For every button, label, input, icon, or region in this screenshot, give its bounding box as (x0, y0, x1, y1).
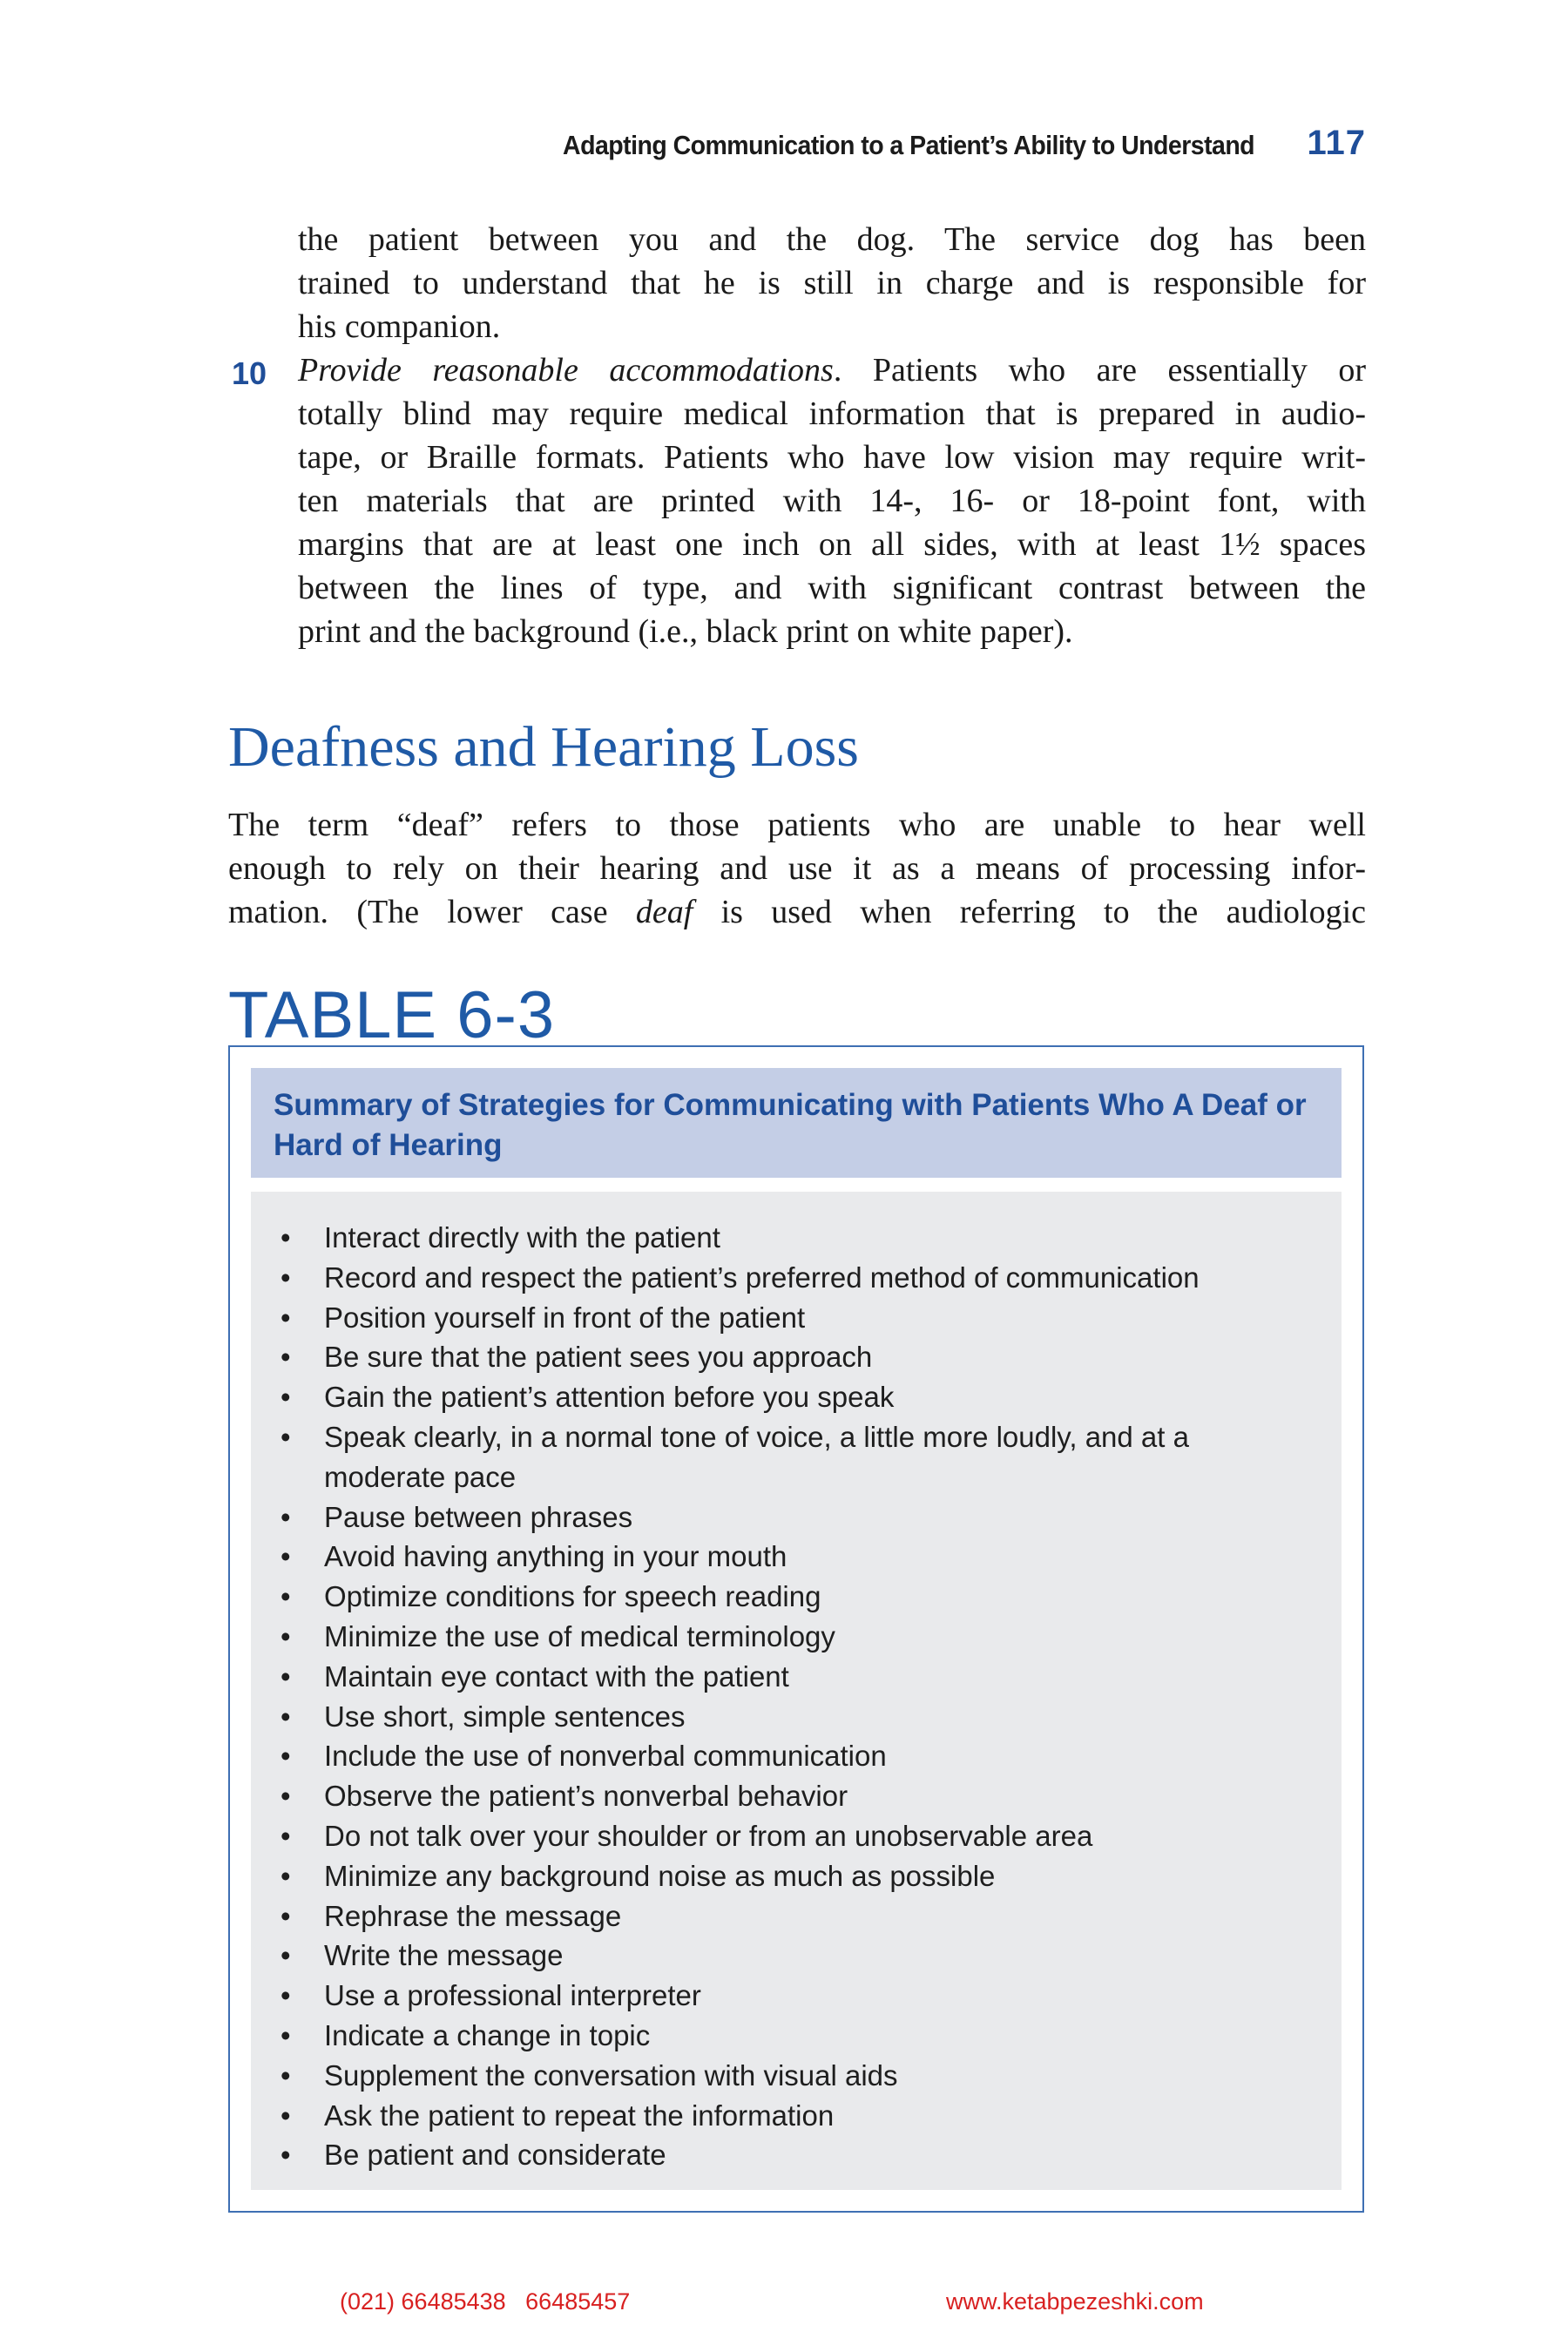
paragraph-line: his companion. (298, 308, 501, 345)
list-item-text: Ask the patient to repeat the information (324, 2099, 835, 2132)
table-label: TABLE 6-3 (228, 978, 556, 1052)
bullet-icon: • (280, 1700, 291, 1733)
list-item (270, 1776, 1342, 1816)
list-item (270, 2016, 1342, 2056)
bullet-icon: • (280, 1939, 291, 1972)
list-item-text: Supplement the conversation with visual aids (324, 2058, 898, 2092)
footer-website-link[interactable]: www.ketabpezeshki.com (946, 2288, 1204, 2315)
bullet-icon: • (280, 1740, 291, 1773)
list-item (270, 1537, 1342, 1577)
bullet-icon: • (280, 1540, 291, 1573)
list-item (270, 1697, 1342, 1737)
paragraph-line: margins that are at least one inch on all sides, with at least 1½ spaces (298, 526, 1366, 563)
paragraph-text: is used when referring to the audiologic (693, 894, 1366, 930)
list-item-text: Use a professional interpreter (324, 1979, 701, 2012)
bullet-icon: • (280, 1381, 291, 1414)
bullet-icon: • (280, 1979, 291, 2012)
bullet-icon: • (280, 2058, 291, 2092)
list-item (270, 1657, 1342, 1697)
paragraph-line: totally blind may require medical information that is prepared in audio- (298, 395, 1366, 432)
bullet-icon: • (280, 1659, 291, 1693)
list-item (270, 1377, 1342, 1417)
list-item-text: Optimize conditions for speech reading (324, 1580, 821, 1613)
page-number: 117 (1307, 124, 1366, 162)
item-lead-rest: . Patients who are essentially or (833, 352, 1367, 389)
list-item-text: Do not talk over your shoulder or from an unobservable area (324, 1819, 1093, 1852)
item-lead-phrase: Provide reasonable accommodations (298, 352, 834, 389)
list-item (270, 1976, 1342, 2016)
bullet-icon: • (280, 1341, 291, 1374)
list-item-text: Gain the patient’s attention before you speak (324, 1381, 895, 1414)
list-item (270, 1417, 1342, 1497)
bullet-icon: • (280, 1580, 291, 1613)
list-item-text: Observe the patient’s nonverbal behavior (324, 1780, 848, 1813)
list-item (270, 1896, 1342, 1936)
accommodations-paragraph (298, 348, 1366, 653)
list-item-text: Avoid having anything in your mouth (324, 1540, 787, 1573)
paragraph-line: ten materials that are printed with 14-, 16- or 18-point font, with (298, 483, 1366, 519)
list-item (270, 1258, 1342, 1298)
list-item (270, 1816, 1342, 1856)
paragraph-line: the patient between you and the dog. The service dog has been (298, 221, 1366, 258)
bullet-icon: • (280, 1619, 291, 1652)
italic-term: deaf (635, 894, 693, 930)
table-title (251, 1068, 1342, 1178)
list-item (270, 2135, 1342, 2175)
list-item (270, 2056, 1342, 2096)
bullet-icon: • (280, 1500, 291, 1533)
list-item (270, 1497, 1342, 1538)
list-item (270, 1298, 1342, 1338)
paragraph-line: enough to rely on their hearing and use it as a means of processing infor- (228, 850, 1366, 887)
list-item-text: Interact directly with the patient (324, 1221, 720, 1254)
running-head-title: Adapting Communication to a Patient’s Ability to Understand (563, 130, 1255, 160)
list-item (270, 1337, 1342, 1377)
bullet-icon: • (280, 1260, 291, 1294)
list-item-text: Position yourself in front of the patient (324, 1301, 806, 1334)
paragraph-line (228, 890, 1366, 934)
bullet-icon: • (280, 1301, 291, 1334)
list-item-text: Record and respect the patient’s preferred method of communication (324, 1260, 1200, 1294)
list-item-text: Indicate a change in topic (324, 2018, 651, 2051)
list-item-text: Speak clearly, in a normal tone of voice, a little more loudly, and at a (324, 1420, 1189, 1453)
list-item-text: Include the use of nonverbal communication (324, 1740, 887, 1773)
bullet-icon: • (280, 2099, 291, 2132)
list-item-text: Minimize the use of medical terminology (324, 1619, 835, 1652)
paragraph-line (298, 348, 1366, 392)
bullet-icon: • (280, 1221, 291, 1254)
list-item (270, 2096, 1342, 2136)
list-item-text: Maintain eye contact with the patient (324, 1659, 789, 1693)
footer-phone: (021) 66485438 66485457 (340, 2288, 631, 2315)
section-heading: Deafness and Hearing Loss (228, 715, 859, 779)
list-item-number: 10 (232, 355, 267, 391)
bullet-icon: • (280, 1780, 291, 1813)
paragraph-line: print and the background (i.e., black print on white paper). (298, 613, 1073, 650)
paragraph-line: tape, or Braille formats. Patients who have low vision may require writ- (298, 439, 1366, 476)
strategy-list (270, 1218, 1342, 2175)
paragraph-text: mation. (The lower case (228, 894, 636, 930)
table-body (251, 1192, 1342, 2190)
list-item-text: Rephrase the message (324, 1899, 622, 1932)
continued-paragraph (298, 218, 1366, 348)
list-item (270, 1617, 1342, 1657)
paragraph-line: between the lines of type, and with significant contrast between the (298, 570, 1366, 606)
list-item-text: Minimize any background noise as much as possible (324, 1859, 996, 1892)
table-box (228, 1045, 1364, 2213)
list-item-text: Use short, simple sentences (324, 1700, 686, 1733)
list-item (270, 1856, 1342, 1896)
list-item-text: Write the message (324, 1939, 564, 1972)
table-title-line: Summary of Strategies for Communicating with Patients Who A Deaf or (274, 1088, 1307, 1122)
bullet-icon: • (280, 2139, 291, 2172)
list-item (270, 1218, 1342, 1258)
bullet-icon: • (280, 1899, 291, 1932)
list-item (270, 1936, 1342, 1976)
running-head (0, 124, 1366, 163)
bullet-icon: • (280, 1859, 291, 1892)
bullet-icon: • (280, 1819, 291, 1852)
paragraph-line: The term “deaf” refers to those patients who are unable to hear well (228, 807, 1366, 843)
bullet-icon: • (280, 1420, 291, 1453)
table-title-line: Hard of Hearing (274, 1128, 503, 1162)
list-item-text: Be patient and considerate (324, 2139, 666, 2172)
paragraph-line: trained to understand that he is still in charge and is responsible for (298, 265, 1366, 301)
bullet-icon: • (280, 2018, 291, 2051)
list-item-text: Pause between phrases (324, 1500, 633, 1533)
list-item-text-continued: moderate pace (324, 1460, 517, 1493)
list-item (270, 1577, 1342, 1617)
list-item-text: Be sure that the patient sees you approach (324, 1341, 873, 1374)
section-paragraph (228, 803, 1366, 934)
list-item (270, 1736, 1342, 1776)
